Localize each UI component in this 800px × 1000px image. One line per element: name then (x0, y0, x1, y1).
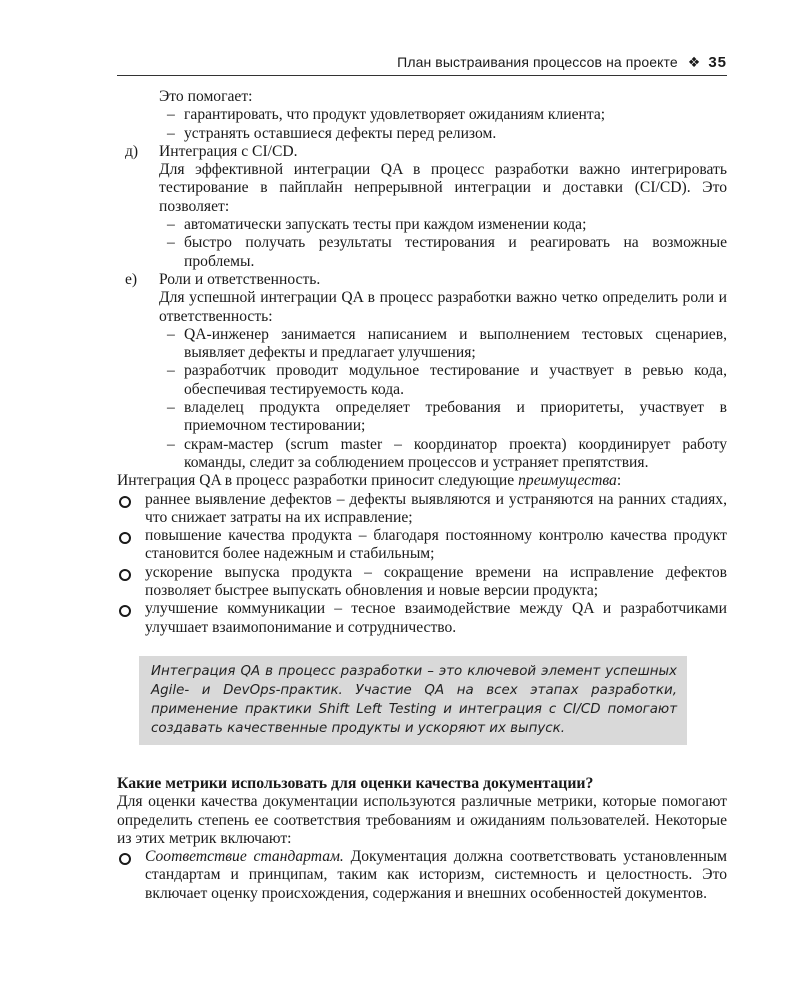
helps-lead: Это помогает: (159, 88, 253, 105)
section-e-item: – владелец продукта определяет требования и приоритеты, участвует в приемочном тестировании; (159, 399, 727, 436)
metric-item (117, 848, 727, 903)
section-e-title (125, 270, 727, 289)
section-d-item: – быстро получать результаты тестирования и реагировать на возможные проблемы. (159, 234, 727, 271)
section-e-text: Для успешной интеграции QA в процесс разработки важно четко определить роли и ответственность: (159, 289, 727, 325)
benefits-lead-text: Интеграция QA в процесс разработки приносит следующие (117, 472, 515, 490)
ornament-icon: ❖ (687, 54, 701, 70)
section-heading: Какие метрики использовать для оценки качества документации? (117, 774, 594, 792)
benefit-item: повышение качества продукта – благодаря постоянному контролю качества продукт становится более надежным и стабильным; (117, 527, 727, 564)
section-d-letter: д) (125, 142, 139, 160)
section-e-title-text: Роли и ответственность. (159, 270, 321, 288)
section-e-item: – скрам-мастер (scrum master – координатор проекта) координирует работу команды, следит за соблюдением процессов и устраняет препятствия. (159, 436, 727, 473)
section-d-title-text: Интеграция с CI/CD. (159, 142, 298, 160)
benefits-lead-emphasis: преимущества (518, 472, 617, 490)
section-d-title (125, 142, 727, 161)
page-content (117, 88, 727, 903)
benefit-item: улучшение коммуникации – тесное взаимодействие между QA и разработчиками улучшает взаимопонимание и сотрудничество. (117, 600, 727, 637)
metric-item-text: Документация должна соответствовать установленным стандартам и принципам, таким как историзм, системность и целостность. Это включает оценку происхождения, содержания и внешних особенностей документов. (145, 848, 727, 902)
section-e-item: – QA-инженер занимается написанием и выполнением тестовых сценариев, выявляет дефекты и предлагает улучшения; (159, 326, 727, 363)
running-header-title: План выстраивания процессов на проекте (397, 54, 678, 70)
header-rule (117, 75, 727, 76)
benefits-lead-colon: : (616, 472, 622, 490)
metrics-text: Для оценки качества документации используются различные метрики, которые помогают определить степень ее соответствия требованиям и ожиданиям пользователей. Некоторые из этих метрик включают: (117, 793, 727, 847)
benefit-item: раннее выявление дефектов – дефекты выявляются и устраняются на ранних стадиях, что снижает затраты на их исправление; (117, 491, 727, 528)
section-e-letter: е) (125, 270, 138, 288)
section-d-item: – автоматически запускать тесты при каждом изменении кода; (159, 216, 727, 234)
metric-item-term: Соответствие стандартам. (145, 848, 344, 866)
benefits-lead (117, 472, 727, 490)
page-number: 35 (708, 54, 727, 71)
note-box: Интеграция QA в процесс разработки – это ключевой элемент успешных Agile- и DevOps-практик. Участие QA на всех этапах разработки, применение практики Shift Left Testing и интеграция с CI/CD помогают создавать качественные продукты и ускоряют их выпуск. (139, 656, 687, 745)
helps-item: – гарантировать, что продукт удовлетворяет ожиданиям клиента; (159, 106, 727, 124)
benefit-item: ускорение выпуска продукта – сокращение времени на исправление дефектов позволяет быстрее выпускать обновления и новые версии продукта; (117, 564, 727, 601)
section-d-text: Для эффективной интеграции QA в процесс разработки важно интегрировать тестирование в пайплайн непрерывной интеграции и доставки (CI/CD). Это позволяет: (159, 161, 727, 215)
section-e-item: – разработчик проводит модульное тестирование и участвует в ревью кода, обеспечивая тестируемость кода. (159, 362, 727, 399)
running-header (117, 54, 727, 76)
helps-item: – устранять оставшиеся дефекты перед релизом. (159, 125, 727, 143)
